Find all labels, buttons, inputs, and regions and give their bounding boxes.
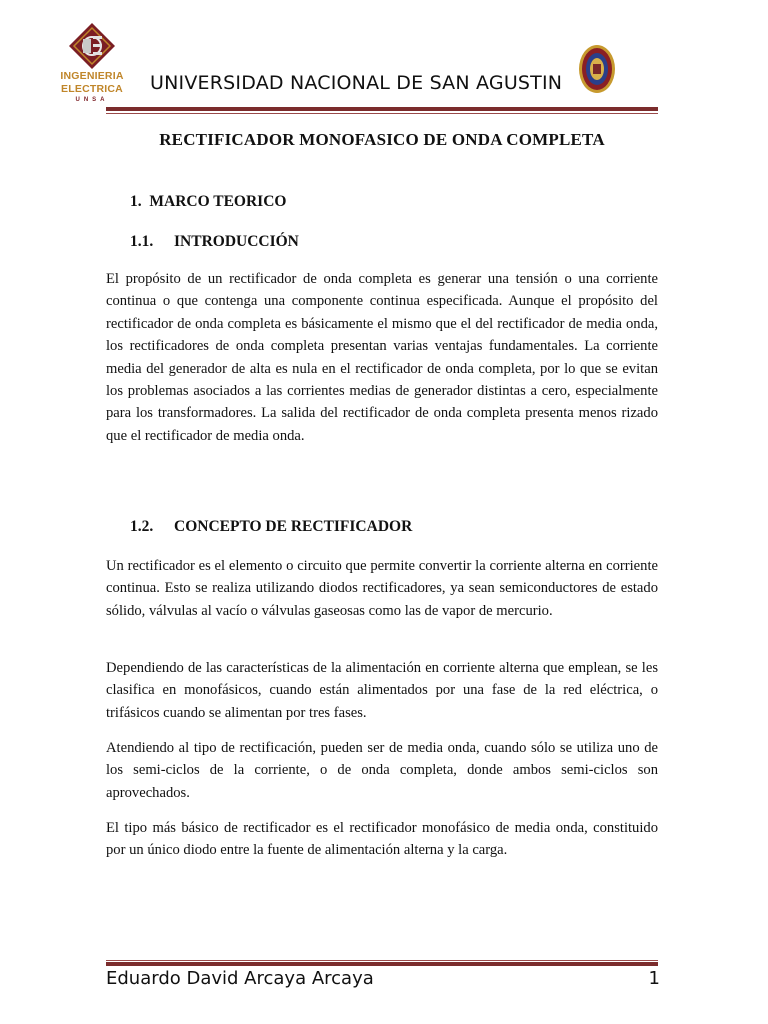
section-1-heading xyxy=(130,193,286,211)
intro-paragraph: El propósito de un rectificador de onda completa es generar una tensión o una corriente continua o que contenga una componente continua especificada. Aunque el propósito del rectificador de onda completa es básicamente el mismo que el del rectificador de media onda, los rectificadores de onda completa presentan varias ventajas fundamentales. La corriente media del generador de alta es nula en el rectificador de onda completa, por lo que se evitan los problemas asociados a las corrientes medias de generador distintas a cero, especialmente para los transformadores. La salida del rectificador de onda completa presenta menos rizado que el rectificador de media onda. xyxy=(106,271,658,444)
document-title: RECTIFICADOR MONOFASICO DE ONDA COMPLETA xyxy=(159,130,605,149)
concept-paragraph-1: Un rectificador es el elemento o circuito que permite convertir la corriente alterna en corriente continua. Esto se realiza utilizando diodos rectificadores, ya sean semiconductores de estado sólido, válvulas al vacío o válvulas gaseosas como las de vapor de mercurio. xyxy=(106,558,658,619)
logo-emblem-icon xyxy=(68,22,116,70)
logo-line-1: INGENIERIA xyxy=(60,70,124,82)
footer-author: Eduardo David Arcaya Arcaya xyxy=(106,968,374,989)
footer-rule-thick xyxy=(106,962,658,966)
header-rule-thick xyxy=(106,107,658,111)
section-1-2-title: CONCEPTO DE RECTIFICADOR xyxy=(174,518,413,535)
logo-line-3: UNSA xyxy=(75,97,109,103)
section-1-1-number: 1.1. xyxy=(130,233,154,250)
concept-paragraph-4: El tipo más básico de rectificador es el rectificador monofásico de media onda, constituido por un único diodo entre la fuente de alimentación alterna y la carga. xyxy=(106,820,658,859)
section-1-title: MARCO TEORICO xyxy=(149,193,287,210)
section-1-number: 1. xyxy=(130,193,142,210)
section-1-2-number: 1.2. xyxy=(130,518,154,535)
logo-line-2: ELECTRICA xyxy=(61,83,123,95)
university-title: UNIVERSIDAD NACIONAL DE SAN AGUSTIN xyxy=(150,72,563,94)
unsa-seal-icon xyxy=(578,44,616,94)
concept-paragraph-2: Dependiendo de las características de la alimentación en corriente alterna que emplean, se les clasifica en monofásicos, cuando están alimentados por una fase de la red eléctrica, o trifásicos cuando se alimentan por tres fases. xyxy=(106,660,658,721)
section-1-1-title: INTRODUCCIÓN xyxy=(174,233,299,250)
concept-paragraph-3: Atendiendo al tipo de rectificación, pueden ser de media onda, cuando sólo se utiliza uno de los semi-ciclos de la corriente, o de onda completa, donde ambos semi-ciclos son aprovechados. xyxy=(106,740,658,801)
page-number: 1 xyxy=(648,968,660,989)
header-rule-thin xyxy=(106,113,658,114)
footer-rule-thin xyxy=(106,960,658,961)
section-1-1-heading xyxy=(130,233,299,251)
section-1-2-heading xyxy=(130,518,412,536)
ingenieria-electrica-logo xyxy=(52,22,132,108)
